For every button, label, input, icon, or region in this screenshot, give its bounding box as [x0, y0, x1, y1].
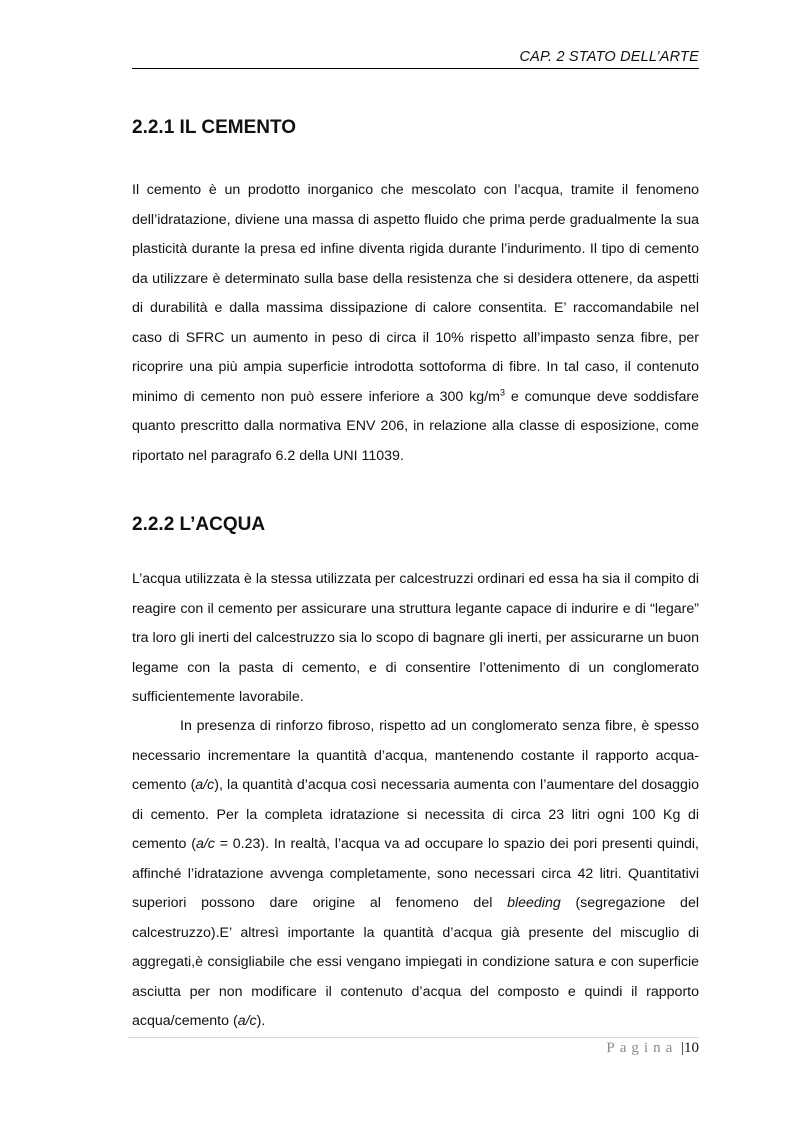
- paragraph-acqua-2: [132, 712, 699, 1037]
- italic-term: a/c: [195, 836, 215, 852]
- paragraph-acqua-1: L’acqua utilizzata è la stessa utilizzata per calcestruzzi ordinari ed essa ha sia il compito di reagire con il cemento per assicurare una struttura legante capace di indurire e di “legare” tra loro gli inerti del calcestruzzo sia lo scopo di bagnare gli inerti, per assicurarne un buon legame con la pasta di cemento, e di consentire l’ottenimento di un conglomerato sufficientemente lavorabile.: [132, 571, 699, 705]
- superscript: 3: [499, 386, 505, 397]
- italic-term: a/c: [237, 1013, 257, 1029]
- text-run: (segregazione del calcestruzzo).E’ altresì importante la quantità d’acqua già presente del miscuglio di aggregati,è consigliabile che essi vengano impiegati in condizione satura e con superficie asciutta per non modificare il contenuto d’acqua del composto e quindi il rapporto acqua/cemento (: [132, 895, 699, 1029]
- running-title: CAP. 2 STATO DELL’ARTE: [519, 49, 699, 65]
- page-separator: |: [680, 1040, 684, 1056]
- italic-term: bleeding: [507, 895, 561, 911]
- page-label: Pagina: [606, 1040, 678, 1056]
- text-run: e comunque deve soddisfare quanto prescritto dalla normativa ENV 206, in relazione alla classe di esposizione, come riportato nel paragrafo 6.2 della UNI 11039.: [132, 388, 699, 464]
- section-title-acqua: 2.2.2 L’ACQUA: [132, 514, 266, 535]
- footer-divider: [128, 1037, 699, 1038]
- page-number: 10: [684, 1040, 699, 1056]
- running-header: [132, 48, 699, 69]
- text-run: ), la quantità d’acqua così necessaria aumenta con l’aumentare del dosaggio di cemento. Per la completa idratazione si necessita di circa 23 litri ogni 100 Kg di cemento (: [132, 777, 699, 852]
- italic-term: a/c: [195, 777, 215, 793]
- page-footer: [606, 1040, 699, 1057]
- text-run: Il cemento è un prodotto inorganico che mescolato con l’acqua, tramite il fenomeno dell’idratazione, diviene una massa di aspetto fluido che prima perde gradualmente la sua plasticità durante la presa ed infine diventa rigida durante l’indurimento. Il tipo di cemento da utilizzare è determinato sulla base della resistenza che si desidera ottenere, da aspetti di durabilità e dalla massima dissipazione di calore consentita. E’ raccomandabile nel caso di SFRC un aumento in peso di circa il 10% rispetto all’impasto senza fibre, per ricoprire una più ampia superficie introdotta sottoforma di fibre. In tal caso, il contenuto minimo di cemento non può essere inferiore a 300 kg/m: [132, 182, 699, 405]
- text-run: In presenza di rinforzo fibroso, rispetto ad un conglomerato senza fibre, è spesso necessario incrementare la quantità d’acqua, mantenendo costante il rapporto acqua-cemento (: [132, 718, 699, 793]
- text-run: ).: [256, 1013, 266, 1029]
- text-run: = 0.23). In realtà, l’acqua va ad occupare lo spazio dei pori presenti quindi, affinché l’idratazione avvenga completamente, sono necessari circa 42 litri. Quantitativi superiori possono dare origine al fenomeno del: [132, 836, 699, 911]
- paragraph-cemento: [132, 176, 699, 471]
- section-title-cemento: 2.2.1 IL CEMENTO: [132, 117, 297, 138]
